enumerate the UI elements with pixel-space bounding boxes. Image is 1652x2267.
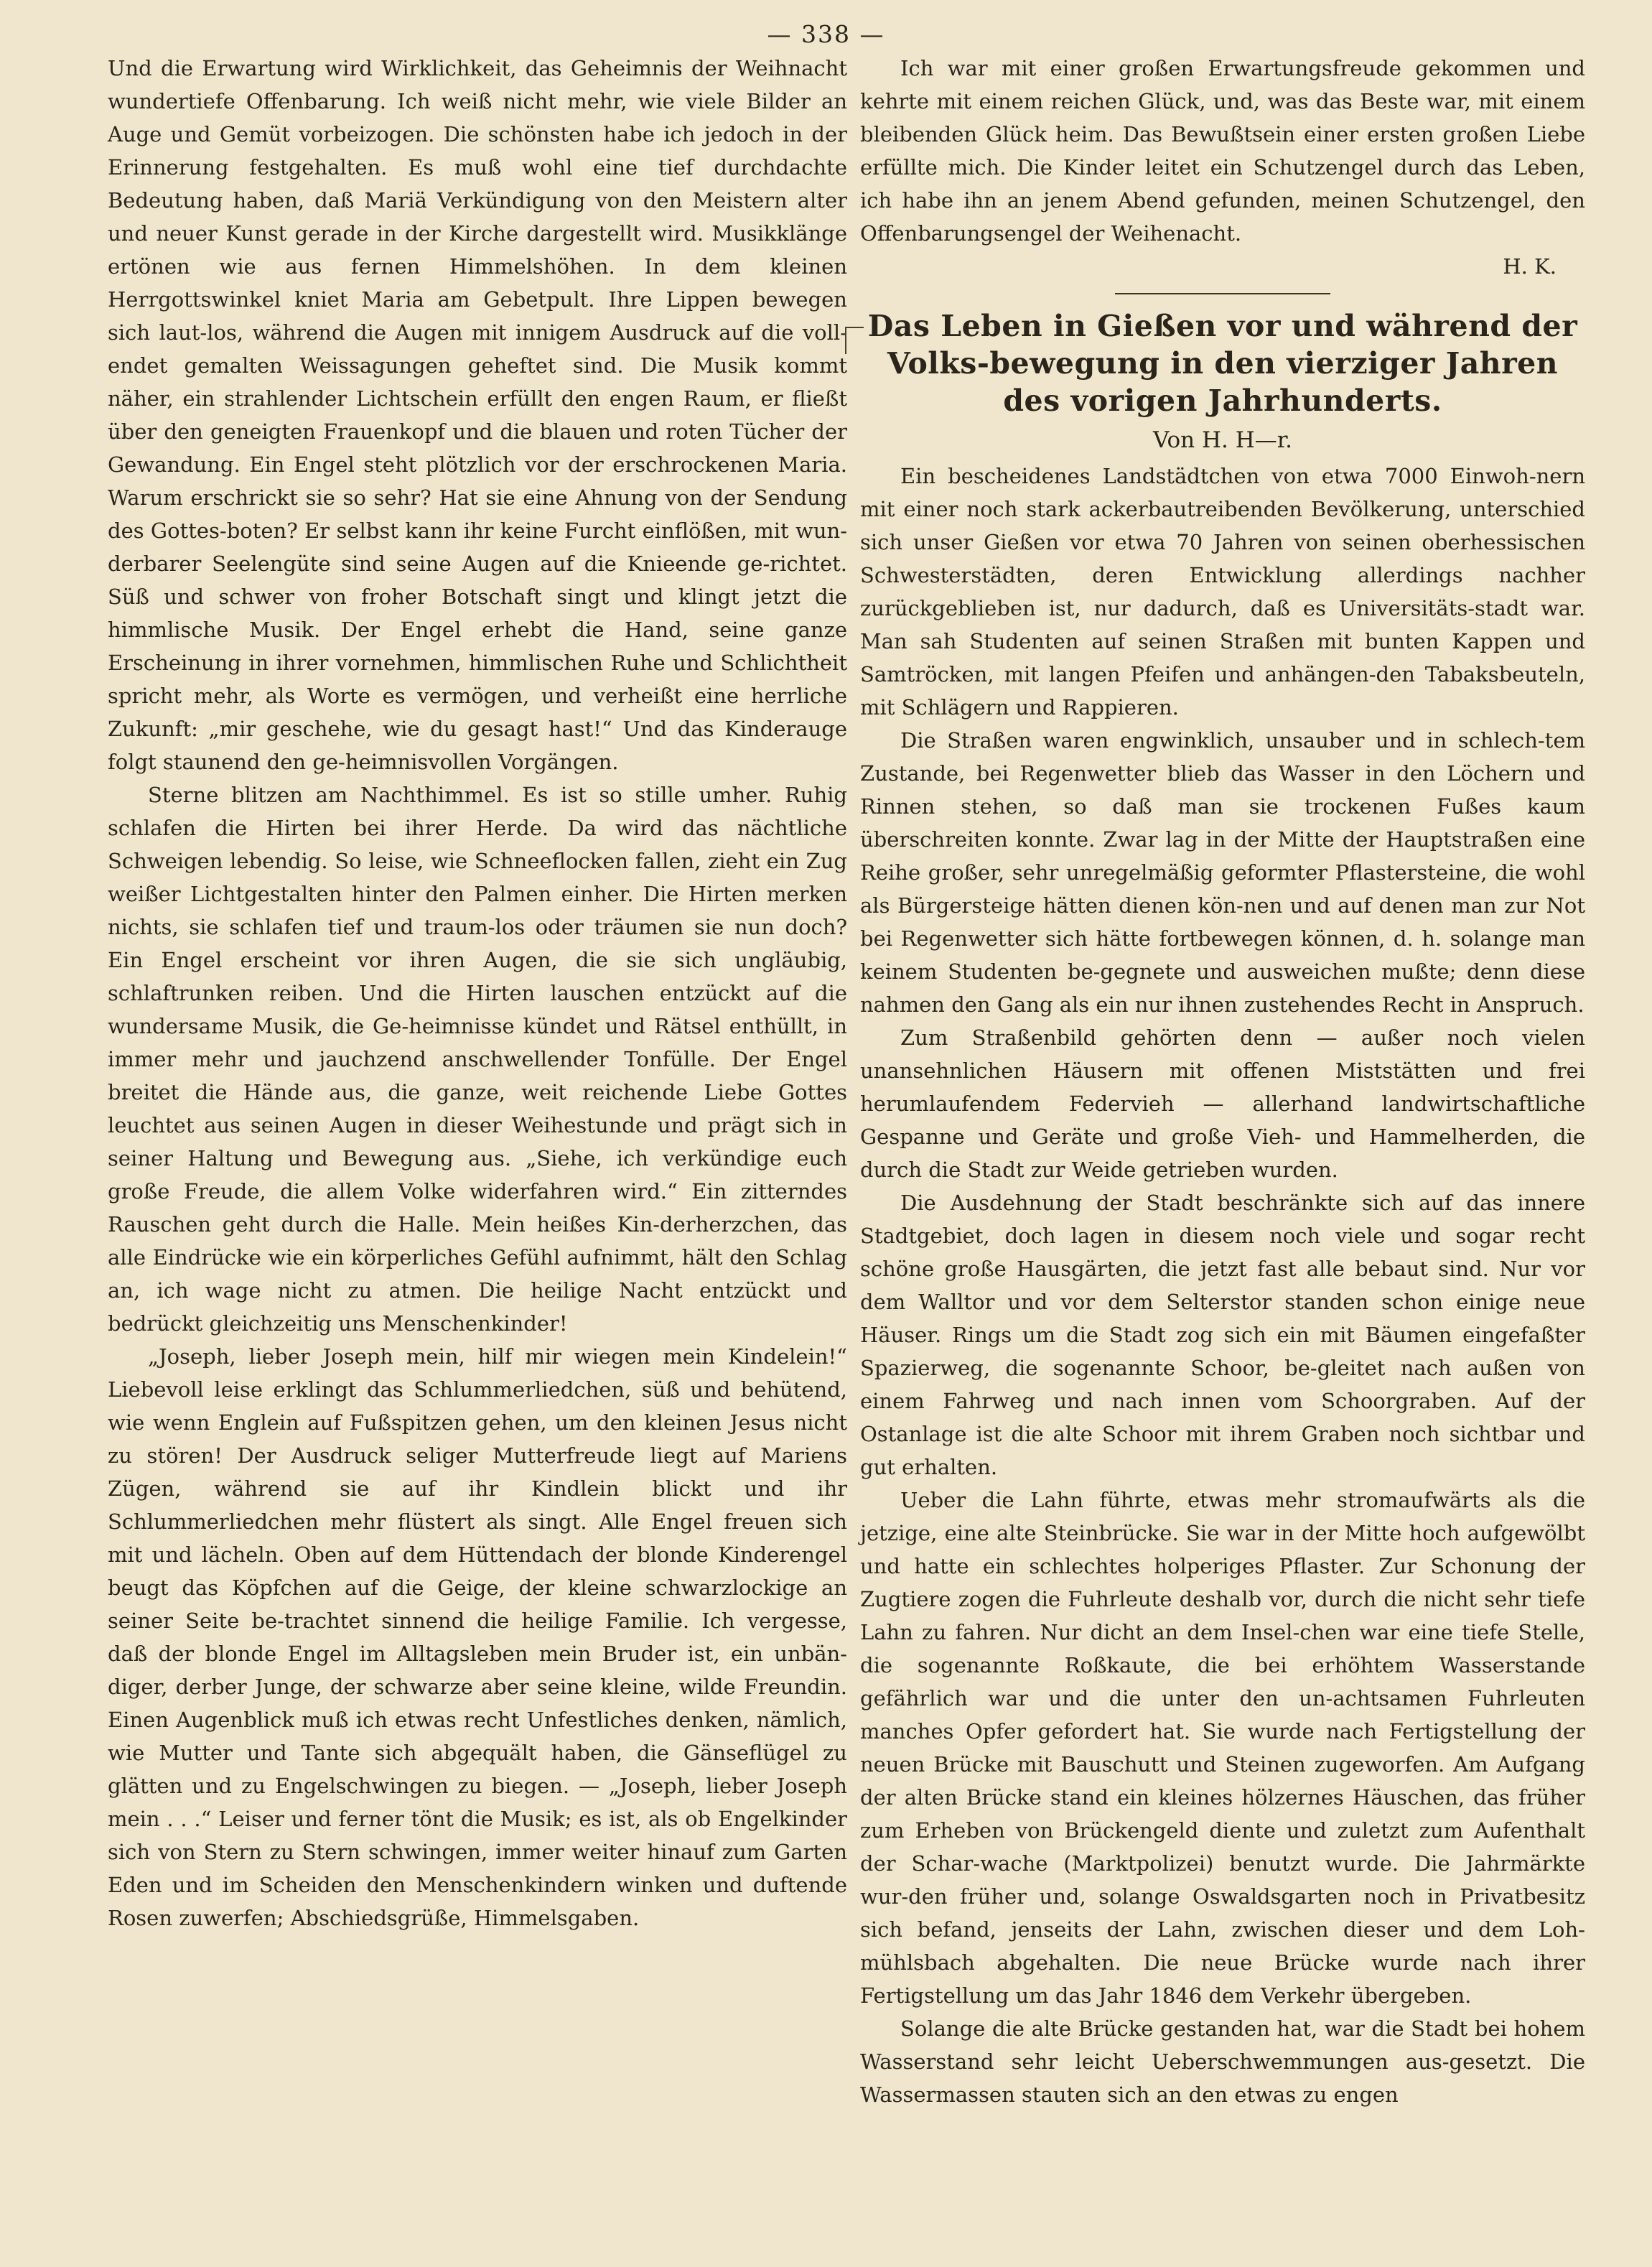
paragraph: Ein bescheidenes Landstädtchen von etwa 7000 Einwoh-nern mit einer noch stark ackerbautreibenden Bevölkerung, unterschied sich unser Gießen vor etwa 70 Jahren von seinen oberhessischen Schwesterstädten, deren Entwicklung allerdings nachher zurückgeblieben ist, nur dadurch, daß es Universitäts-stadt war. Man sah Studenten auf seinen Straßen mit bunten Kappen und Samtröcken, mit langen Pfeifen und anhängen-den Tabaksbeuteln, mit Schlägern und Rappieren. bbox=[860, 464, 1585, 720]
paragraph: Sterne blitzen am Nachthimmel. Es ist so stille umher. Ruhig schlafen die Hirten bei ihrer Herde. Da wird das nächtliche Schweigen lebendig. So leise, wie Schneeflocken fallen, zieht ein Zug weißer Lichtgestalten hinter den Palmen einher. Die Hirten merken nichts, sie schlafen tief und traum-los oder träumen sie nun doch? Ein Engel erscheint vor ihren Augen, die sie sich ungläubig, schlaftrunken reiben. Und die Hirten lauschen entzückt auf die wundersame Musik, die Ge-heimnisse kündet und Rätsel enthüllt, in immer mehr und jauchzend anschwellender Tonfülle. Der Engel breitet die Hände aus, die ganze, weit reichende Liebe Gottes leuchtet aus seinen Augen in dieser Weihestunde und prägt sich in seiner Haltung und Bewegung aus. „Siehe, ich verkündige euch große Freude, die allem Volke widerfahren wird.“ Ein zitterndes Rauschen geht durch die Halle. Mein heißes Kin-derherzchen, das alle Eindrücke wie ein körperliches Gefühl aufnimmt, hält den Schlag an, ich wage nicht zu atmen. Die heilige Nacht entzückt und bedrückt gleichzeitig uns Menschenkinder! bbox=[108, 783, 847, 1336]
section-divider bbox=[1115, 293, 1330, 294]
paragraph: Ueber die Lahn führte, etwas mehr stromaufwärts als die jetzige, eine alte Steinbrücke. Sie war in der Mitte hoch aufgewölbt und hatte ein schlechtes holperiges Pflaster. Zur Schonung der Zugtiere zogen die Fuhrleute deshalb vor, durch die nicht sehr tiefe Lahn zu fahren. Nur dicht an dem Insel-chen war eine tiefe Stelle, die sogenannte Roßkaute, die bei erhöhtem Wasserstande gefährlich war und die unter den un-achtsamen Fuhrleuten manches Opfer gefordert hat. Sie wurde nach Fertigstellung der neuen Brücke mit Bauschutt und Steinen zugeworfen. Am Aufgang der alten Brücke stand ein kleines hölzernes Häuschen, das früher zum Erheben von Brückengeld diente und zuletzt zum Aufenthalt der Schar-wache (Marktpolizei) benutzt wurde. Die Jahrmärkte wur-den früher und, solange Oswaldsgarten noch in Privatbesitz sich befand, jenseits der Lahn, zwischen dieser und dem Loh-mühlsbach abgehalten. Die neue Brücke wurde nach ihrer Fertigstellung um das Jahr 1846 dem Verkehr übergeben. bbox=[860, 1488, 1585, 2008]
page-number: — 338 — bbox=[767, 20, 885, 48]
paragraph: Die Straßen waren engwinklich, unsauber und in schlech-tem Zustande, bei Regenwetter blieb das Wasser in den Löchern und Rinnen stehen, so daß man sie trockenen Fußes kaum überschreiten konnte. Zwar lag in der Mitte der Hauptstraßen eine Reihe großer, sehr unregelmäßig geformter Pflastersteine, die wohl als Bürgersteige hätten dienen kön-nen und auf denen man zur Not bei Regenwetter sich hätte fortbewegen können, d. h. solange man keinem Studenten be-gegnete und ausweichen mußte; denn diese nahmen den Gang als ein nur ihnen zustehendes Recht in Anspruch. bbox=[860, 728, 1585, 1017]
article-title: Das Leben in Gießen vor und während der Volks-bewegung in den vierziger Jahren des vorigen Jahrhunderts. bbox=[867, 309, 1578, 418]
right-column bbox=[860, 52, 1585, 2111]
paragraph: Ich war mit einer großen Erwartungsfreude gekommen und kehrte mit einem reichen Glück, und, was das Beste war, mit einem bleibenden Glück heim. Das Bewußtsein einer ersten großen Liebe erfüllte mich. Die Kinder leitet ein Schutzengel durch das Leben, ich habe ihn an jenem Abend gefunden, meinen Schutzengel, den Offenbarungsengel der Weihenacht. bbox=[860, 56, 1585, 246]
paragraph: Die Ausdehnung der Stadt beschränkte sich auf das innere Stadtgebiet, doch lagen in diesem noch viele und sogar recht schöne große Hausgärten, die jetzt fast alle bebaut sind. Nur vor dem Walltor und vor dem Selterstor standen schon einige neue Häuser. Rings um die Stadt zog sich ein mit Bäumen eingefaßter Spazierweg, die sogenannte Schoor, be-gleitet nach außen von einem Fahrweg und nach innen vom Schoorgraben. Auf der Ostanlage ist die alte Schoor mit ihrem Graben noch sichtbar und gut erhalten. bbox=[860, 1191, 1585, 1479]
paragraph: „Joseph, lieber Joseph mein, hilf mir wiegen mein Kindelein!“ Liebevoll leise erklingt das Schlummerliedchen, süß und behütend, wie wenn Englein auf Fußspitzen gehen, um den kleinen Jesus nicht zu stören! Der Ausdruck seliger Mutterfreude liegt auf Mariens Zügen, während sie auf ihr Kindlein blickt und ihr Schlummerliedchen mehr flüstert als singt. Alle Engel freuen sich mit und lächeln. Oben auf dem Hüttendach der blonde Kinderengel beugt das Köpfchen auf die Geige, der kleine schwarzlockige an seiner Seite be-trachtet sinnend die heilige Familie. Ich vergesse, daß der blonde Engel im Alltagsleben mein Bruder ist, ein unbän-diger, derber Junge, der schwarze aber seine kleine, wilde Freundin. Einen Augenblick muß ich etwas recht Unfestliches denken, nämlich, wie Mutter und Tante sich abgequält haben, die Gänseflügel zu glätten und zu Engelschwingen zu biegen. — „Joseph, lieber Joseph mein . . .“ Leiser und ferner tönt die Musik; es ist, als ob Engelkinder sich von Stern zu Stern schwingen, immer weiter hinauf zum Garten Eden und im Scheiden den Menschenkindern winken und duftende Rosen zuwerfen; Abschiedsgrüße, Himmelsgaben. bbox=[108, 1344, 847, 1930]
paragraph: Zum Straßenbild gehörten denn — außer noch vielen unansehnlichen Häusern mit offenen Miststätten und frei herumlaufendem Federvieh — allerhand landwirtschaftliche Gespanne und Geräte und große Vieh- und Hammelherden, die durch die Stadt zur Weide getrieben wurden. bbox=[860, 1025, 1585, 1182]
left-column bbox=[108, 52, 847, 1935]
paragraph: Und die Erwartung wird Wirklichkeit, das Geheimnis der Weihnacht wundertiefe Offenbarung. Ich weiß nicht mehr, wie viele Bilder an Auge und Gemüt vorbeizogen. Die schönsten habe ich jedoch in der Erinnerung festgehalten. Es muß wohl eine tief durchdachte Bedeutung haben, daß Mariä Verkündigung von den Meistern alter und neuer Kunst gerade in der Kirche dargestellt wird. Musikklänge ertönen wie aus fernen Himmelshöhen. In dem kleinen Herrgottswinkel kniet Maria am Gebetpult. Ihre Lippen bewegen sich laut-los, während die Augen mit innigem Ausdruck auf die voll-endet gemalten Weissagungen geheftet sind. Die Musik kommt näher, ein strahlender Lichtschein erfüllt den engen Raum, er fließt über den geneigten Frauenkopf und die blauen und roten Tücher der Gewandung. Ein Engel steht plötzlich vor der erschrockenen Maria. Warum erschrickt sie so sehr? Hat sie eine Ahnung von der Sendung des Gottes-boten? Er selbst kann ihr keine Furcht einflößen, mit wun-derbarer Seelengüte sind seine Augen auf die Knieende ge-richtet. Süß und schwer von froher Botschaft singt und klingt jetzt die himmlische Musik. Der Engel erhebt die Hand, seine ganze Erscheinung in ihrer vornehmen, himmlischen Ruhe und Schlichtheit spricht mehr, als Worte es vermögen, und verheißt eine herrliche Zukunft: „mir geschehe, wie du gesagt hast!“ Und das Kinderauge folgt staunend den ge-heimnisvollen Vorgängen. bbox=[108, 56, 847, 774]
author-signature: H. K. bbox=[1503, 254, 1557, 279]
paragraph: Solange die alte Brücke gestanden hat, war die Stadt bei hohem Wasserstand sehr leicht Ueberschwemmungen aus-gesetzt. Die Wassermassen stauten sich an den etwas zu engen bbox=[860, 2016, 1585, 2107]
article-byline: Von H. H—r. bbox=[1152, 427, 1293, 453]
